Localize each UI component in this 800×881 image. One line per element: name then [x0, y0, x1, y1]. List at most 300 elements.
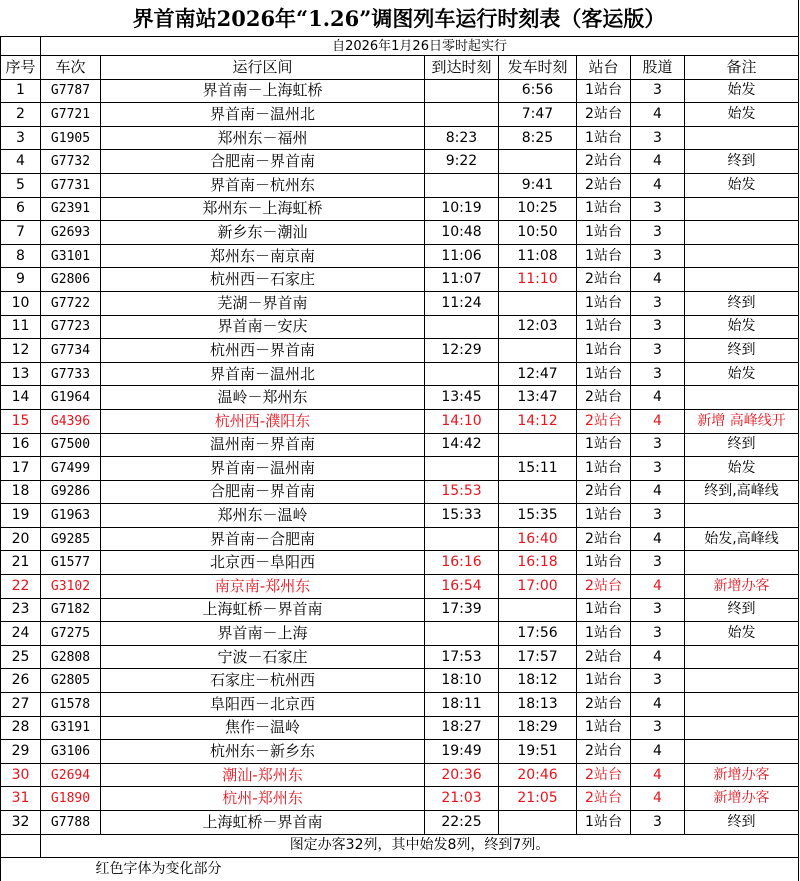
- cell-track: 3: [631, 244, 685, 268]
- cell-platform: 2站台: [577, 103, 631, 127]
- cell-no: 25: [1, 645, 41, 669]
- subtitle-blank: [1, 37, 41, 56]
- cell-platform: 1站台: [577, 362, 631, 386]
- cell-train: G1963: [41, 504, 101, 528]
- cell-arrive: 19:49: [425, 740, 499, 764]
- cell-train: G7721: [41, 103, 101, 127]
- cell-train: G2805: [41, 669, 101, 693]
- cell-platform: 1站台: [577, 291, 631, 315]
- cell-train: G2693: [41, 221, 101, 245]
- cell-train: G3102: [41, 575, 101, 599]
- cell-platform: 1站台: [577, 811, 631, 835]
- cell-arrive: [425, 79, 499, 103]
- cell-arrive: 9:22: [425, 150, 499, 174]
- cell-arrive: 14:10: [425, 409, 499, 433]
- cell-platform: 1站台: [577, 669, 631, 693]
- cell-remark: [685, 669, 799, 693]
- table-row: [1, 504, 799, 528]
- cell-remark: 终到: [685, 433, 799, 457]
- cell-track: 4: [631, 480, 685, 504]
- cell-train: G2391: [41, 197, 101, 221]
- table-row: [1, 433, 799, 457]
- cell-train: G9286: [41, 480, 101, 504]
- table-row: [1, 716, 799, 740]
- note-row: [1, 858, 799, 881]
- table-row: [1, 622, 799, 646]
- cell-remark: 新增办客: [685, 575, 799, 599]
- cell-no: 8: [1, 244, 41, 268]
- timetable-body: [1, 37, 799, 881]
- cell-track: 3: [631, 598, 685, 622]
- cell-track: 3: [631, 433, 685, 457]
- change-note: 红色字体为变化部分: [41, 858, 799, 881]
- cell-remark: 始发: [685, 103, 799, 127]
- cell-track: 3: [631, 551, 685, 575]
- table-row: [1, 763, 799, 787]
- cell-track: 3: [631, 79, 685, 103]
- cell-train: G7787: [41, 79, 101, 103]
- cell-no: 2: [1, 103, 41, 127]
- cell-no: 14: [1, 386, 41, 410]
- table-row: [1, 693, 799, 717]
- cell-train: G3106: [41, 740, 101, 764]
- cell-platform: 1站台: [577, 315, 631, 339]
- table-row: [1, 126, 799, 150]
- cell-train: G7733: [41, 362, 101, 386]
- cell-no: 26: [1, 669, 41, 693]
- cell-arrive: 11:06: [425, 244, 499, 268]
- cell-route: 杭州西-濮阳东: [101, 409, 425, 433]
- cell-platform: 2站台: [577, 409, 631, 433]
- cell-remark: 新增办客: [685, 763, 799, 787]
- cell-train: G1577: [41, 551, 101, 575]
- cell-depart: 16:40: [499, 527, 577, 551]
- cell-no: 16: [1, 433, 41, 457]
- cell-remark: 终到: [685, 811, 799, 835]
- table-row: [1, 386, 799, 410]
- table-row: [1, 291, 799, 315]
- cell-depart: [499, 339, 577, 363]
- cell-depart: 18:13: [499, 693, 577, 717]
- cell-arrive: 11:07: [425, 268, 499, 292]
- cell-train: G7731: [41, 173, 101, 197]
- cell-arrive: 21:03: [425, 787, 499, 811]
- cell-remark: [685, 126, 799, 150]
- table-row: [1, 362, 799, 386]
- cell-arrive: 15:53: [425, 480, 499, 504]
- cell-arrive: 18:11: [425, 693, 499, 717]
- cell-route: 北京西－阜阳西: [101, 551, 425, 575]
- table-row: [1, 103, 799, 127]
- cell-depart: 20:46: [499, 763, 577, 787]
- cell-arrive: 18:10: [425, 669, 499, 693]
- cell-route: 郑州东－福州: [101, 126, 425, 150]
- cell-route: 杭州西－界首南: [101, 339, 425, 363]
- cell-no: 23: [1, 598, 41, 622]
- table-row: [1, 197, 799, 221]
- cell-no: 24: [1, 622, 41, 646]
- cell-platform: 2站台: [577, 268, 631, 292]
- cell-track: 4: [631, 787, 685, 811]
- cell-arrive: 17:53: [425, 645, 499, 669]
- cell-remark: 始发: [685, 79, 799, 103]
- cell-platform: 1站台: [577, 244, 631, 268]
- cell-depart: 16:18: [499, 551, 577, 575]
- cell-remark: [685, 268, 799, 292]
- cell-remark: 终到: [685, 291, 799, 315]
- cell-remark: 终到,高峰线: [685, 480, 799, 504]
- cell-platform: 2站台: [577, 645, 631, 669]
- table-row: [1, 79, 799, 103]
- cell-remark: 始发: [685, 315, 799, 339]
- cell-depart: [499, 291, 577, 315]
- table-row: [1, 551, 799, 575]
- cell-depart: 14:12: [499, 409, 577, 433]
- cell-arrive: 22:25: [425, 811, 499, 835]
- cell-track: 3: [631, 716, 685, 740]
- cell-train: G3101: [41, 244, 101, 268]
- cell-arrive: [425, 362, 499, 386]
- table-row: [1, 173, 799, 197]
- header-no: 序号: [1, 56, 41, 80]
- cell-depart: 7:47: [499, 103, 577, 127]
- cell-route: 界首南－上海虹桥: [101, 79, 425, 103]
- cell-platform: 1站台: [577, 197, 631, 221]
- effective-date: 自2026年1月26日零时起实行: [41, 37, 799, 56]
- cell-train: G3191: [41, 716, 101, 740]
- cell-train: G1578: [41, 693, 101, 717]
- cell-train: G7182: [41, 598, 101, 622]
- cell-route: 界首南－温州北: [101, 103, 425, 127]
- summary-blank: [1, 834, 41, 858]
- cell-track: 3: [631, 221, 685, 245]
- note-blank: [1, 858, 41, 881]
- summary-row: [1, 834, 799, 858]
- cell-no: 27: [1, 693, 41, 717]
- cell-route: 界首南－杭州东: [101, 173, 425, 197]
- cell-no: 21: [1, 551, 41, 575]
- table-row: [1, 150, 799, 174]
- subtitle-row: [1, 37, 799, 56]
- cell-arrive: [425, 103, 499, 127]
- cell-depart: 17:56: [499, 622, 577, 646]
- cell-remark: 始发: [685, 457, 799, 481]
- cell-track: 4: [631, 763, 685, 787]
- cell-track: 3: [631, 622, 685, 646]
- cell-depart: 17:00: [499, 575, 577, 599]
- cell-track: 3: [631, 362, 685, 386]
- header-train: 车次: [41, 56, 101, 80]
- cell-arrive: 14:42: [425, 433, 499, 457]
- cell-platform: 1站台: [577, 339, 631, 363]
- cell-track: 4: [631, 527, 685, 551]
- cell-platform: 2站台: [577, 763, 631, 787]
- cell-track: 4: [631, 693, 685, 717]
- cell-platform: 2站台: [577, 480, 631, 504]
- cell-depart: 11:10: [499, 268, 577, 292]
- cell-no: 28: [1, 716, 41, 740]
- cell-platform: 1站台: [577, 504, 631, 528]
- cell-platform: 2站台: [577, 150, 631, 174]
- cell-arrive: 15:33: [425, 504, 499, 528]
- cell-route: 上海虹桥－界首南: [101, 811, 425, 835]
- cell-track: 3: [631, 291, 685, 315]
- cell-track: 4: [631, 645, 685, 669]
- cell-arrive: [425, 457, 499, 481]
- cell-route: 新乡东－潮汕: [101, 221, 425, 245]
- timetable: [0, 36, 799, 881]
- cell-remark: 终到: [685, 598, 799, 622]
- table-row: [1, 244, 799, 268]
- cell-platform: 2站台: [577, 787, 631, 811]
- cell-no: 9: [1, 268, 41, 292]
- cell-arrive: 11:24: [425, 291, 499, 315]
- header-depart: 发车时刻: [499, 56, 577, 80]
- cell-route: 潮汕-郑州东: [101, 763, 425, 787]
- table-row: [1, 811, 799, 835]
- cell-no: 17: [1, 457, 41, 481]
- cell-platform: 1站台: [577, 433, 631, 457]
- cell-platform: 2站台: [577, 386, 631, 410]
- cell-arrive: [425, 622, 499, 646]
- cell-remark: [685, 740, 799, 764]
- cell-depart: 17:57: [499, 645, 577, 669]
- cell-track: 3: [631, 197, 685, 221]
- cell-route: 合肥南－界首南: [101, 480, 425, 504]
- cell-depart: 8:25: [499, 126, 577, 150]
- cell-track: 3: [631, 315, 685, 339]
- cell-no: 6: [1, 197, 41, 221]
- cell-arrive: [425, 527, 499, 551]
- cell-no: 13: [1, 362, 41, 386]
- cell-no: 18: [1, 480, 41, 504]
- cell-track: 3: [631, 669, 685, 693]
- table-row: [1, 268, 799, 292]
- cell-depart: 18:12: [499, 669, 577, 693]
- cell-remark: [685, 386, 799, 410]
- cell-route: 郑州东－温岭: [101, 504, 425, 528]
- cell-depart: [499, 811, 577, 835]
- cell-route: 焦作－温岭: [101, 716, 425, 740]
- header-track: 股道: [631, 56, 685, 80]
- cell-train: G7722: [41, 291, 101, 315]
- cell-route: 宁波－石家庄: [101, 645, 425, 669]
- cell-platform: 2站台: [577, 693, 631, 717]
- cell-track: 4: [631, 740, 685, 764]
- table-row: [1, 315, 799, 339]
- cell-no: 4: [1, 150, 41, 174]
- cell-route: 杭州-郑州东: [101, 787, 425, 811]
- cell-arrive: 20:36: [425, 763, 499, 787]
- cell-train: G2694: [41, 763, 101, 787]
- cell-remark: 新增办客: [685, 787, 799, 811]
- table-row: [1, 527, 799, 551]
- cell-train: G1964: [41, 386, 101, 410]
- cell-remark: [685, 551, 799, 575]
- table-row: [1, 645, 799, 669]
- header-row: [1, 56, 799, 80]
- cell-depart: 18:29: [499, 716, 577, 740]
- cell-depart: 15:35: [499, 504, 577, 528]
- cell-route: 杭州东－新乡东: [101, 740, 425, 764]
- cell-route: 石家庄－杭州西: [101, 669, 425, 693]
- cell-arrive: 10:19: [425, 197, 499, 221]
- cell-route: 合肥南－界首南: [101, 150, 425, 174]
- cell-track: 3: [631, 339, 685, 363]
- cell-platform: 2站台: [577, 575, 631, 599]
- cell-remark: [685, 645, 799, 669]
- cell-depart: 19:51: [499, 740, 577, 764]
- cell-depart: 13:47: [499, 386, 577, 410]
- cell-platform: 1站台: [577, 79, 631, 103]
- cell-route: 阜阳西－北京西: [101, 693, 425, 717]
- cell-depart: 21:05: [499, 787, 577, 811]
- cell-remark: [685, 716, 799, 740]
- cell-no: 7: [1, 221, 41, 245]
- cell-remark: 始发: [685, 173, 799, 197]
- cell-train: G4396: [41, 409, 101, 433]
- cell-depart: 12:03: [499, 315, 577, 339]
- table-row: [1, 480, 799, 504]
- cell-train: G7732: [41, 150, 101, 174]
- cell-no: 1: [1, 79, 41, 103]
- cell-track: 3: [631, 457, 685, 481]
- cell-track: 4: [631, 150, 685, 174]
- cell-platform: 1站台: [577, 551, 631, 575]
- summary-text: 图定办客32列，其中始发8列，终到7列。: [41, 834, 799, 858]
- cell-platform: 2站台: [577, 527, 631, 551]
- cell-arrive: 16:54: [425, 575, 499, 599]
- cell-no: 22: [1, 575, 41, 599]
- header-remark: 备注: [685, 56, 799, 80]
- header-arrive: 到达时刻: [425, 56, 499, 80]
- cell-no: 29: [1, 740, 41, 764]
- cell-depart: 11:08: [499, 244, 577, 268]
- cell-platform: 1站台: [577, 716, 631, 740]
- cell-train: G2808: [41, 645, 101, 669]
- cell-platform: 1站台: [577, 457, 631, 481]
- cell-depart: 9:41: [499, 173, 577, 197]
- cell-arrive: 17:39: [425, 598, 499, 622]
- cell-remark: 终到: [685, 150, 799, 174]
- page-title: 界首南站2026年“1.26”调图列车运行时刻表（客运版）: [0, 0, 799, 36]
- cell-platform: 1站台: [577, 126, 631, 150]
- table-row: [1, 740, 799, 764]
- cell-remark: 始发: [685, 362, 799, 386]
- cell-track: 4: [631, 386, 685, 410]
- cell-train: G2806: [41, 268, 101, 292]
- cell-track: 4: [631, 103, 685, 127]
- cell-remark: 始发,高峰线: [685, 527, 799, 551]
- cell-route: 界首南－温州北: [101, 362, 425, 386]
- table-row: [1, 457, 799, 481]
- cell-route: 上海虹桥－界首南: [101, 598, 425, 622]
- cell-remark: [685, 693, 799, 717]
- cell-route: 界首南－安庆: [101, 315, 425, 339]
- cell-no: 20: [1, 527, 41, 551]
- cell-track: 3: [631, 504, 685, 528]
- cell-remark: [685, 197, 799, 221]
- cell-arrive: [425, 173, 499, 197]
- cell-route: 界首南－温州南: [101, 457, 425, 481]
- cell-no: 31: [1, 787, 41, 811]
- cell-depart: 10:25: [499, 197, 577, 221]
- table-row: [1, 221, 799, 245]
- cell-route: 芜湖－界首南: [101, 291, 425, 315]
- cell-remark: [685, 504, 799, 528]
- cell-depart: 10:50: [499, 221, 577, 245]
- cell-track: 4: [631, 268, 685, 292]
- cell-train: G1890: [41, 787, 101, 811]
- cell-train: G7734: [41, 339, 101, 363]
- cell-remark: [685, 244, 799, 268]
- cell-no: 11: [1, 315, 41, 339]
- cell-depart: 15:11: [499, 457, 577, 481]
- cell-train: G9285: [41, 527, 101, 551]
- cell-remark: 终到: [685, 339, 799, 363]
- cell-track: 4: [631, 409, 685, 433]
- cell-no: 30: [1, 763, 41, 787]
- cell-train: G7499: [41, 457, 101, 481]
- cell-arrive: 16:16: [425, 551, 499, 575]
- cell-track: 4: [631, 575, 685, 599]
- cell-train: G7500: [41, 433, 101, 457]
- table-row: [1, 669, 799, 693]
- cell-no: 19: [1, 504, 41, 528]
- cell-arrive: 8:23: [425, 126, 499, 150]
- cell-route: 界首南－上海: [101, 622, 425, 646]
- cell-arrive: 10:48: [425, 221, 499, 245]
- cell-depart: [499, 150, 577, 174]
- cell-route: 界首南－合肥南: [101, 527, 425, 551]
- cell-track: 3: [631, 126, 685, 150]
- cell-no: 3: [1, 126, 41, 150]
- cell-train: G1905: [41, 126, 101, 150]
- cell-track: 3: [631, 811, 685, 835]
- cell-platform: 1站台: [577, 221, 631, 245]
- cell-train: G7788: [41, 811, 101, 835]
- header-platform: 站台: [577, 56, 631, 80]
- cell-train: G7275: [41, 622, 101, 646]
- cell-route: 温岭－郑州东: [101, 386, 425, 410]
- cell-track: 4: [631, 173, 685, 197]
- cell-arrive: 13:45: [425, 386, 499, 410]
- cell-arrive: 18:27: [425, 716, 499, 740]
- cell-platform: 1站台: [577, 622, 631, 646]
- cell-train: G7723: [41, 315, 101, 339]
- cell-depart: 6:56: [499, 79, 577, 103]
- cell-depart: [499, 480, 577, 504]
- cell-no: 15: [1, 409, 41, 433]
- table-row: [1, 409, 799, 433]
- cell-depart: [499, 598, 577, 622]
- cell-arrive: [425, 315, 499, 339]
- cell-no: 32: [1, 811, 41, 835]
- cell-remark: 始发: [685, 622, 799, 646]
- cell-route: 温州南－界首南: [101, 433, 425, 457]
- cell-platform: 1站台: [577, 598, 631, 622]
- cell-no: 5: [1, 173, 41, 197]
- cell-no: 10: [1, 291, 41, 315]
- header-route: 运行区间: [101, 56, 425, 80]
- cell-route: 杭州西－石家庄: [101, 268, 425, 292]
- cell-route: 郑州东－南京南: [101, 244, 425, 268]
- cell-depart: 12:47: [499, 362, 577, 386]
- cell-remark: 新增 高峰线开: [685, 409, 799, 433]
- cell-platform: 2站台: [577, 173, 631, 197]
- cell-depart: [499, 433, 577, 457]
- table-row: [1, 598, 799, 622]
